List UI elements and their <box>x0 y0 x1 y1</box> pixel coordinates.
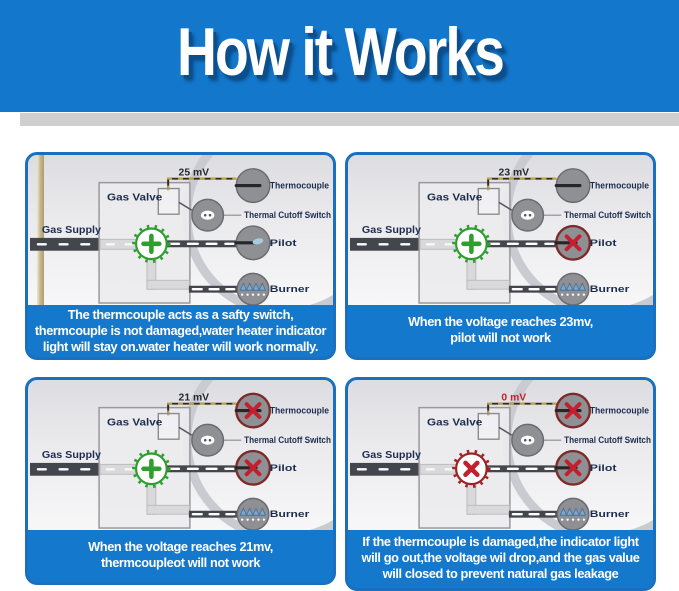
millivolt-reading: 25 mV <box>178 167 210 179</box>
gas-valve-diagram <box>348 155 653 305</box>
pilot-icon <box>236 451 270 485</box>
burner-label: Burner <box>269 509 311 520</box>
gas-supply-label: Gas Supply <box>361 449 422 461</box>
thermocouple-label: Thermocouple <box>269 405 330 416</box>
caption-line: When the voltage reaches 21mv, <box>88 539 273 554</box>
thermal-cutoff-switch-icon <box>192 424 241 456</box>
thermocouple-icon <box>236 169 270 203</box>
thermocouple-icon <box>236 394 270 428</box>
caption-line: thermcouple is not damaged,water heater indicator <box>34 323 327 338</box>
thermocouple-label: Thermocouple <box>589 180 650 191</box>
gas-supply-pipe <box>30 238 101 251</box>
gas-valve-diagram <box>28 380 333 530</box>
panel-caption <box>28 530 333 582</box>
caption-line: The thermcouple acts as a safty switch, <box>67 307 294 322</box>
pilot-label: Pilot <box>589 462 617 473</box>
diagram-panel <box>25 377 336 585</box>
pilot-label: Pilot <box>269 462 297 473</box>
caption-line: When the voltage reaches 23mv, <box>408 314 593 329</box>
burner-icon <box>237 498 269 530</box>
page-title: How it Works <box>176 14 503 91</box>
gas-supply-pipe <box>350 238 421 251</box>
gas-supply-pipe <box>350 463 421 476</box>
pilot-icon <box>556 226 590 260</box>
gas-supply-label: Gas Supply <box>41 449 102 461</box>
burner-icon <box>237 273 269 305</box>
diagram-svg <box>28 155 333 305</box>
header-banner <box>0 0 679 112</box>
burner-label: Burner <box>589 509 631 520</box>
thermal-cutoff-switch-icon <box>512 424 561 456</box>
thermocouple-icon <box>556 169 590 203</box>
burner-icon <box>557 498 589 530</box>
header-shadow-strip <box>20 113 679 126</box>
thermocouple-icon <box>556 394 590 428</box>
panel-caption <box>348 530 653 588</box>
burner-icon <box>557 273 589 305</box>
gas-valve-label: Gas Valve <box>426 192 483 204</box>
pilot-icon <box>236 226 270 260</box>
gas-supply-label: Gas Supply <box>41 224 102 236</box>
caption-line: thermcoupleot will not work <box>100 555 261 570</box>
thermocouple-label: Thermocouple <box>269 180 330 191</box>
thermal-cutoff-switch-label: Thermal Cutoff Switch <box>244 435 331 446</box>
millivolt-reading: 23 mV <box>498 167 530 179</box>
thermal-cutoff-switch-label: Thermal Cutoff Switch <box>564 435 651 446</box>
pilot-pipe <box>165 240 236 247</box>
pilot-pipe <box>485 465 556 472</box>
diagram-panel <box>345 377 656 591</box>
pilot-icon <box>556 451 590 485</box>
millivolt-reading: 21 mV <box>178 392 210 404</box>
panel-caption <box>348 305 653 357</box>
gas-valve-label: Gas Valve <box>106 192 163 204</box>
pilot-pipe <box>485 240 556 247</box>
thermocouple-label: Thermocouple <box>589 405 650 416</box>
diagram-svg <box>348 380 653 530</box>
pilot-pipe <box>165 465 236 472</box>
diagram-panel <box>25 152 336 360</box>
thermal-cutoff-switch-icon <box>512 199 561 231</box>
thermal-cutoff-switch-label: Thermal Cutoff Switch <box>564 210 651 221</box>
diagram-panel <box>345 152 656 360</box>
gas-valve-label: Gas Valve <box>426 417 483 429</box>
millivolt-reading: 0 mV <box>501 392 527 404</box>
panel-caption <box>28 305 333 359</box>
gas-valve-diagram <box>28 155 333 305</box>
gas-valve-diagram <box>348 380 653 530</box>
burner-label: Burner <box>269 284 311 295</box>
caption-line: will go out,the voltage wil drop,and the gas value <box>361 550 640 565</box>
gas-supply-label: Gas Supply <box>361 224 422 236</box>
caption-line: pilot will not work <box>450 330 551 345</box>
caption-line: light will stay on.water heater will work normally. <box>42 339 319 354</box>
diagram-svg <box>348 155 653 305</box>
diagram-svg <box>28 380 333 530</box>
caption-line: will closed to prevent natural gas leakage <box>382 566 619 581</box>
burner-label: Burner <box>589 284 631 295</box>
thermal-cutoff-switch-label: Thermal Cutoff Switch <box>244 210 331 221</box>
gas-supply-pipe <box>30 463 101 476</box>
pilot-label: Pilot <box>269 237 297 248</box>
thermal-cutoff-switch-icon <box>192 199 241 231</box>
gas-valve-label: Gas Valve <box>106 417 163 429</box>
pilot-label: Pilot <box>589 237 617 248</box>
caption-line: If the thermcouple is damaged,the indicator light <box>362 534 639 549</box>
